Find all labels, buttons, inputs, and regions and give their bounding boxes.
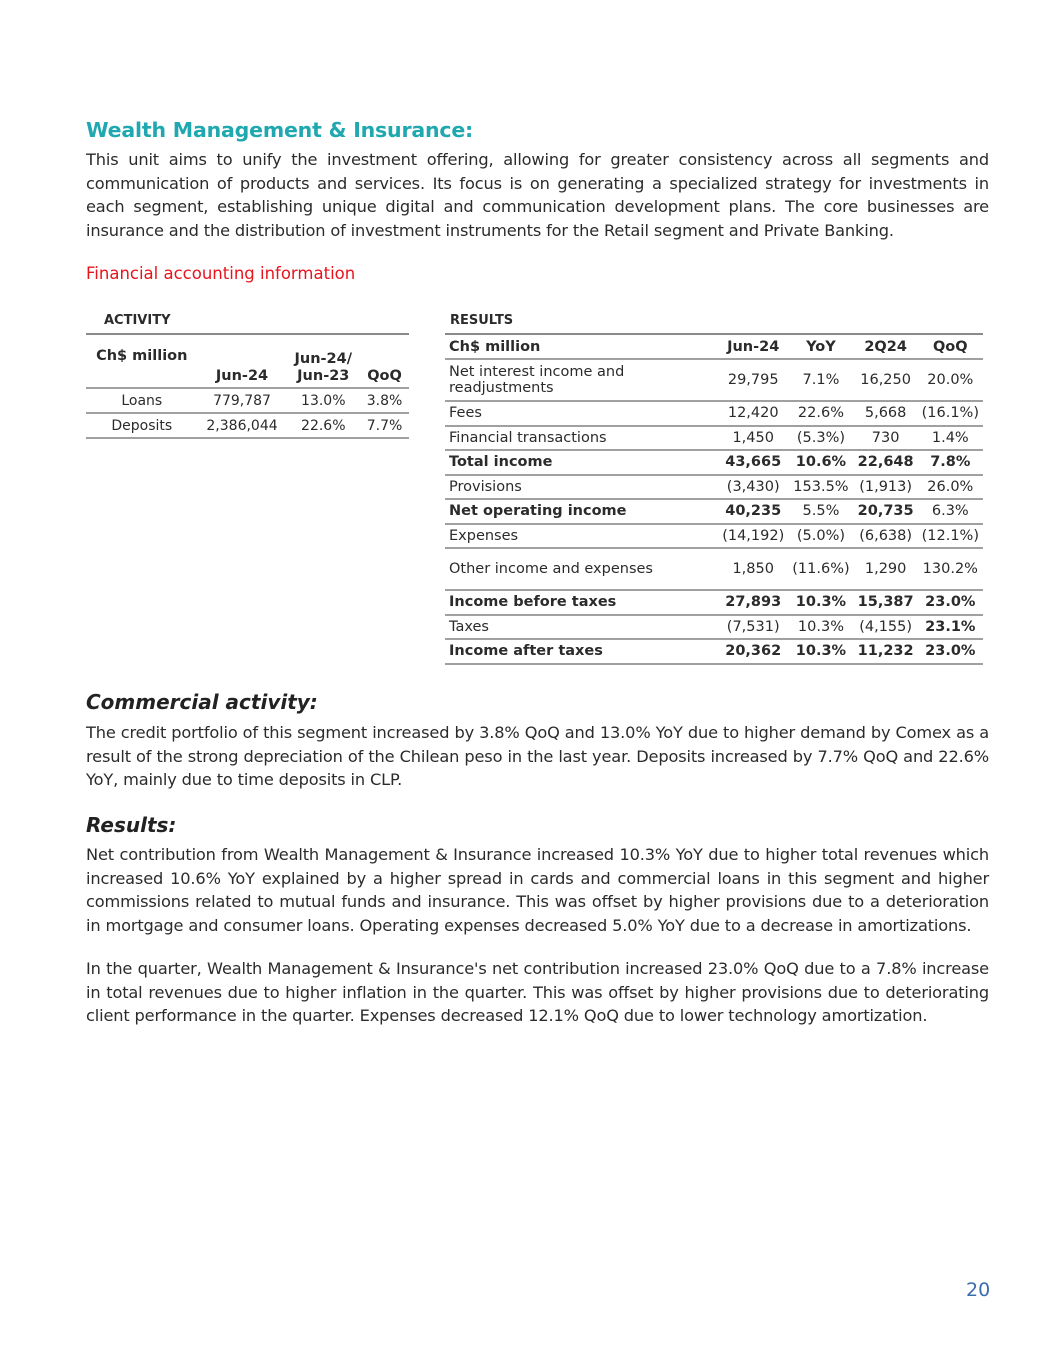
intro-paragraph: This unit aims to unify the investment offering, allowing for greater consistency across all segments and communication of products and services. Its focus is on generating a specialized strategy for investments in each segment, establishing unique digital and communication development plans. The core businesses are insurance and the distribution of investment instruments for the Retail segment and Private Banking. bbox=[86, 150, 989, 240]
results-cell-2q24: 16,250 bbox=[860, 372, 911, 388]
activity-header-row bbox=[86, 334, 409, 388]
activity-header-qoq: QoQ bbox=[367, 368, 402, 384]
activity-cell-qoq: 7.7% bbox=[366, 417, 403, 434]
results-cell-yoy: (11.6%) bbox=[792, 561, 850, 577]
results-row-income-after-taxes bbox=[445, 639, 983, 664]
activity-row bbox=[86, 413, 409, 438]
results-cell-jun24: 27,893 bbox=[725, 594, 782, 611]
results-cell-label: Other income and expenses bbox=[449, 561, 653, 577]
results-cell-jun24: 12,420 bbox=[727, 405, 779, 422]
results-header-qoq: QoQ bbox=[932, 338, 968, 355]
results-cell-2q24: 1,290 bbox=[864, 561, 907, 577]
results-cell-jun24: 20,362 bbox=[725, 643, 782, 660]
results-cell-jun24: (7,531) bbox=[726, 618, 780, 635]
results-cell-2q24: (6,638) bbox=[859, 527, 913, 544]
results-header-jun24: Jun-24 bbox=[727, 338, 780, 355]
results-row-net-operating-income bbox=[445, 499, 983, 524]
results-row bbox=[445, 524, 983, 549]
results-cell-qoq: 6.3% bbox=[931, 503, 969, 520]
activity-header-yoy-line2: Jun-23 bbox=[297, 368, 350, 384]
results-cell-yoy: 22.6% bbox=[797, 405, 844, 422]
activity-table bbox=[86, 333, 409, 439]
activity-row bbox=[86, 388, 409, 413]
activity-cell-jun24: 779,787 bbox=[213, 392, 271, 409]
activity-cell-qoq: 3.8% bbox=[366, 392, 403, 409]
results-row bbox=[445, 475, 983, 500]
results-heading: Results: bbox=[86, 813, 177, 837]
results-cell-2q24: 22,648 bbox=[857, 454, 914, 471]
results-cell-yoy: (5.0%) bbox=[796, 527, 846, 544]
activity-header-yoy-line1: Jun-24/ bbox=[294, 351, 353, 367]
results-cell-jun24: 1,850 bbox=[732, 561, 774, 577]
results-cell-qoq: 7.8% bbox=[930, 454, 971, 471]
results-cell-qoq: (12.1%) bbox=[921, 527, 979, 544]
results-cell-yoy: (5.3%) bbox=[796, 429, 846, 446]
results-row-total-income bbox=[445, 450, 983, 475]
activity-header-label: Ch$ million bbox=[96, 347, 188, 364]
results-cell-2q24: 15,387 bbox=[857, 594, 914, 611]
results-cell-jun24: (14,192) bbox=[722, 527, 785, 544]
results-cell-jun24: 29,795 bbox=[727, 372, 779, 388]
results-cell-jun24: (3,430) bbox=[726, 478, 780, 495]
results-cell-2q24: 11,232 bbox=[857, 643, 914, 660]
results-row bbox=[445, 426, 983, 451]
results-row bbox=[445, 548, 983, 590]
results-cell-jun24: 43,665 bbox=[725, 454, 782, 471]
results-header-2q24: 2Q24 bbox=[864, 338, 907, 355]
activity-header-yoy bbox=[287, 334, 361, 388]
results-cell-label: Net operating income bbox=[449, 503, 627, 520]
results-cell-qoq: 26.0% bbox=[927, 478, 974, 495]
results-header-yoy: YoY bbox=[806, 338, 836, 355]
results-cell-label: Total income bbox=[449, 454, 553, 471]
results-cell-qoq: (16.1%) bbox=[921, 405, 979, 422]
results-cell-yoy: 10.6% bbox=[795, 454, 847, 471]
results-cell-yoy: 153.5% bbox=[793, 478, 849, 495]
results-cell-yoy: 10.3% bbox=[797, 618, 844, 635]
activity-cell-label: Deposits bbox=[111, 417, 173, 434]
results-cell-jun24: 1,450 bbox=[732, 429, 774, 446]
results-cell-2q24: 5,668 bbox=[864, 405, 907, 422]
results-cell-2q24: 20,735 bbox=[857, 503, 914, 520]
results-row bbox=[445, 401, 983, 426]
results-cell-label: Provisions bbox=[449, 478, 522, 495]
results-paragraph-1: Net contribution from Wealth Management & Insurance increased 10.3% YoY due to higher total revenues which increased 10.6% YoY explained by a higher spread in cards and commercial loans in this segment and higher commissions related to mutual funds and insurance. This was offset by higher provisions due to a deterioration in mortgage and consumer loans. Operating expenses decreased 5.0% YoY due to a decrease in amortizations. bbox=[86, 845, 989, 935]
results-row bbox=[445, 615, 983, 640]
results-header-row bbox=[445, 334, 983, 359]
page-number: 20 bbox=[966, 1279, 991, 1301]
results-cell-qoq: 130.2% bbox=[922, 561, 978, 577]
results-row-income-before-taxes bbox=[445, 590, 983, 615]
activity-caption: ACTIVITY bbox=[104, 313, 171, 328]
results-cell-qoq: 1.4% bbox=[931, 429, 969, 446]
results-cell-qoq: 23.1% bbox=[925, 618, 976, 635]
results-cell-label: Financial transactions bbox=[449, 429, 607, 446]
activity-cell-yoy: 22.6% bbox=[301, 417, 346, 434]
results-cell-yoy: 10.3% bbox=[795, 594, 847, 611]
results-cell-2q24: (1,913) bbox=[859, 478, 913, 495]
results-table bbox=[445, 333, 983, 665]
results-cell-qoq: 20.0% bbox=[927, 372, 974, 388]
activity-cell-jun24: 2,386,044 bbox=[206, 417, 278, 434]
results-cell-2q24: 730 bbox=[871, 429, 900, 446]
results-caption: RESULTS bbox=[450, 313, 514, 328]
results-cell-label: Taxes bbox=[449, 618, 489, 635]
results-cell-2q24: (4,155) bbox=[859, 618, 913, 635]
results-cell-jun24: 40,235 bbox=[725, 503, 782, 520]
results-cell-label: Expenses bbox=[449, 527, 519, 544]
activity-cell-label: Loans bbox=[121, 392, 163, 409]
financial-info-label: Financial accounting information bbox=[86, 264, 356, 283]
results-cell-label: Income after taxes bbox=[449, 643, 603, 660]
commercial-activity-heading: Commercial activity: bbox=[86, 690, 318, 714]
results-cell-label: Income before taxes bbox=[449, 594, 617, 611]
results-row bbox=[445, 359, 983, 401]
commercial-activity-paragraph: The credit portfolio of this segment increased by 3.8% QoQ and 13.0% YoY due to higher demand by Comex as a result of the strong depreciation of the Chilean peso in the last year. Deposits increased by 7.7% QoQ and 22.6% YoY, mainly due to time deposits in CLP. bbox=[86, 723, 989, 789]
results-cell-qoq: 23.0% bbox=[925, 594, 976, 611]
activity-cell-yoy: 13.0% bbox=[301, 392, 346, 409]
results-paragraph-2: In the quarter, Wealth Management & Insurance's net contribution increased 23.0% QoQ due to a 7.8% increase in total revenues due to higher inflation in the quarter. This was offset by higher provisions due to deteriorating client performance in the quarter. Expenses decreased 12.1% QoQ due to lower technology amortization. bbox=[86, 959, 989, 1025]
results-cell-label: Net interest income and readjustments bbox=[449, 364, 625, 396]
results-cell-yoy: 5.5% bbox=[802, 503, 840, 520]
results-cell-yoy: 10.3% bbox=[795, 643, 847, 660]
results-cell-yoy: 7.1% bbox=[802, 372, 840, 388]
results-header-label: Ch$ million bbox=[449, 338, 541, 355]
results-cell-label: Fees bbox=[449, 405, 482, 422]
activity-header-jun24: Jun-24 bbox=[215, 368, 269, 384]
section-title: Wealth Management & Insurance: bbox=[86, 118, 474, 142]
results-cell-qoq: 23.0% bbox=[925, 643, 976, 660]
